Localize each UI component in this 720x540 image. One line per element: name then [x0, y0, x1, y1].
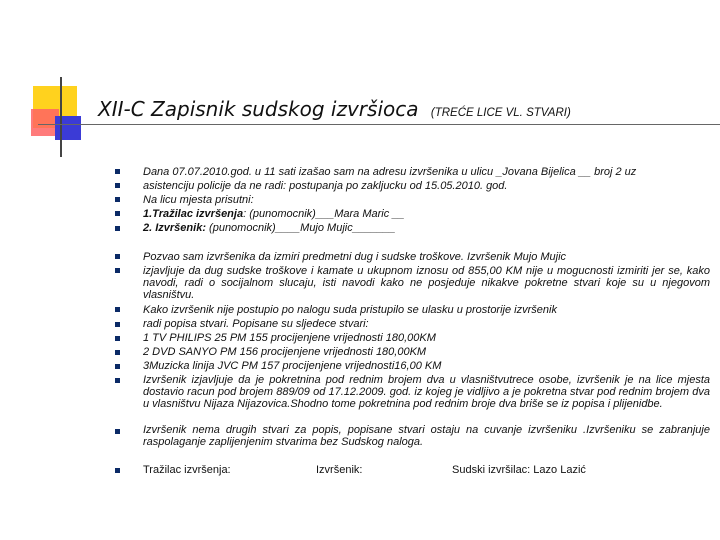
bullet-icon	[115, 336, 120, 341]
list-item: 3Muzicka linija JVC PM 157 procijenjene vrijednosti16,00 KM	[143, 360, 442, 372]
list-item: Na licu mjesta prisutni:	[143, 194, 254, 206]
bullet-icon	[115, 322, 120, 327]
list-item: 2 DVD SANYO PM 156 procijenjene vrijednosti 180,00KM	[143, 346, 427, 358]
bullet-icon	[115, 350, 120, 355]
bullet-icon	[115, 183, 120, 188]
list-item: radi popisa stvari. Popisane su sljedece stvari:	[143, 318, 369, 330]
bullet-icon	[115, 197, 120, 202]
title-subtitle: (TREĆE LICE VL. STVARI)	[430, 107, 571, 119]
list-item: Izvršenik izjavljuje da je pokretnina pod rednim brojem dva u vlasništvutrece osobe, izvršenik je na lice mjesta dostavio racun pod brojem 889/09 od 17.12.2009. god. iz kojeg je vidljivo a je pokretna stvar pod rednim brojem dva u vlasništvu Nijaza Nijazovica.Shodno tome pokretnina pod rednim broje dva briše se iz popisa i plijenidbe.	[143, 374, 710, 410]
bullet-icon	[115, 254, 120, 259]
list-item: asistenciju policije da ne radi: postupanja po zakljucku od 15.05.2010. god.	[143, 180, 508, 192]
list-item: Kako izvršenik nije postupio po nalogu suda pristupilo se ulasku u prostorije izvršenik	[143, 304, 557, 316]
party-value: (punomocnik)____Mujo Mujic_______	[205, 222, 396, 234]
list-item: Pozvao sam izvršenika da izmiri predmetni dug i sudske troškove. Izvršenik Mujo Mujic	[143, 251, 567, 263]
bullet-icon	[115, 211, 120, 216]
bullet-icon	[115, 268, 120, 273]
bullet-icon	[115, 378, 120, 383]
party-label: 2. Izvršenik:	[143, 222, 206, 234]
party-value: : (punomocnik)___Mara Maric __	[243, 208, 405, 220]
list-item: Dana 07.07.2010.god. u 11 sati izašao sam na adresu izvršenika u ulicu _Jovana Bijelica __ broj 2 uz	[143, 166, 637, 178]
bullet-icon	[115, 226, 120, 231]
decorative-blue-square	[55, 116, 81, 140]
bullet-icon	[115, 429, 120, 434]
bullet-icon	[115, 307, 120, 312]
party-label: 1.Tražilac izvršenja	[143, 208, 244, 220]
list-item	[143, 222, 710, 234]
decorative-vertical-line	[60, 77, 62, 157]
officer-signature-label: Sudski izvršilac: Lazo Lazić	[452, 464, 586, 476]
list-item	[143, 208, 710, 220]
list-item: izjavljuje da dug sudske troškove i kamate u ukupnom iznosu od 855,00 KM nije u mogucnosti izmiriti jer se, kako navodi, radi o socijalnom slucaju, isti navodi kako ne posjeduje nikakve pokretne stvari koje su u njegovom vlasništvu.	[143, 265, 710, 301]
bullet-icon	[115, 364, 120, 369]
bullet-icon	[115, 468, 120, 473]
title-underline	[38, 124, 720, 125]
debtor-signature-label: Izvršenik:	[316, 464, 363, 476]
list-item: 1 TV PHILIPS 25 PM 155 procijenjene vrijednosti 180,00KM	[143, 332, 436, 344]
list-item: Izvršenik nema drugih stvari za popis, popisane stvari ostaju na cuvanje izvršeniku .Izvršeniku se zabranjuje raspolaganje zaplijenjenim stvarima bez Sudskog naloga.	[143, 424, 710, 448]
creditor-signature-label: Tražilac izvršenja:	[143, 464, 231, 476]
slide-title	[98, 97, 571, 121]
title-main: XII-C Zapisnik sudskog izvršioca	[98, 97, 419, 121]
bullet-icon	[115, 169, 120, 174]
